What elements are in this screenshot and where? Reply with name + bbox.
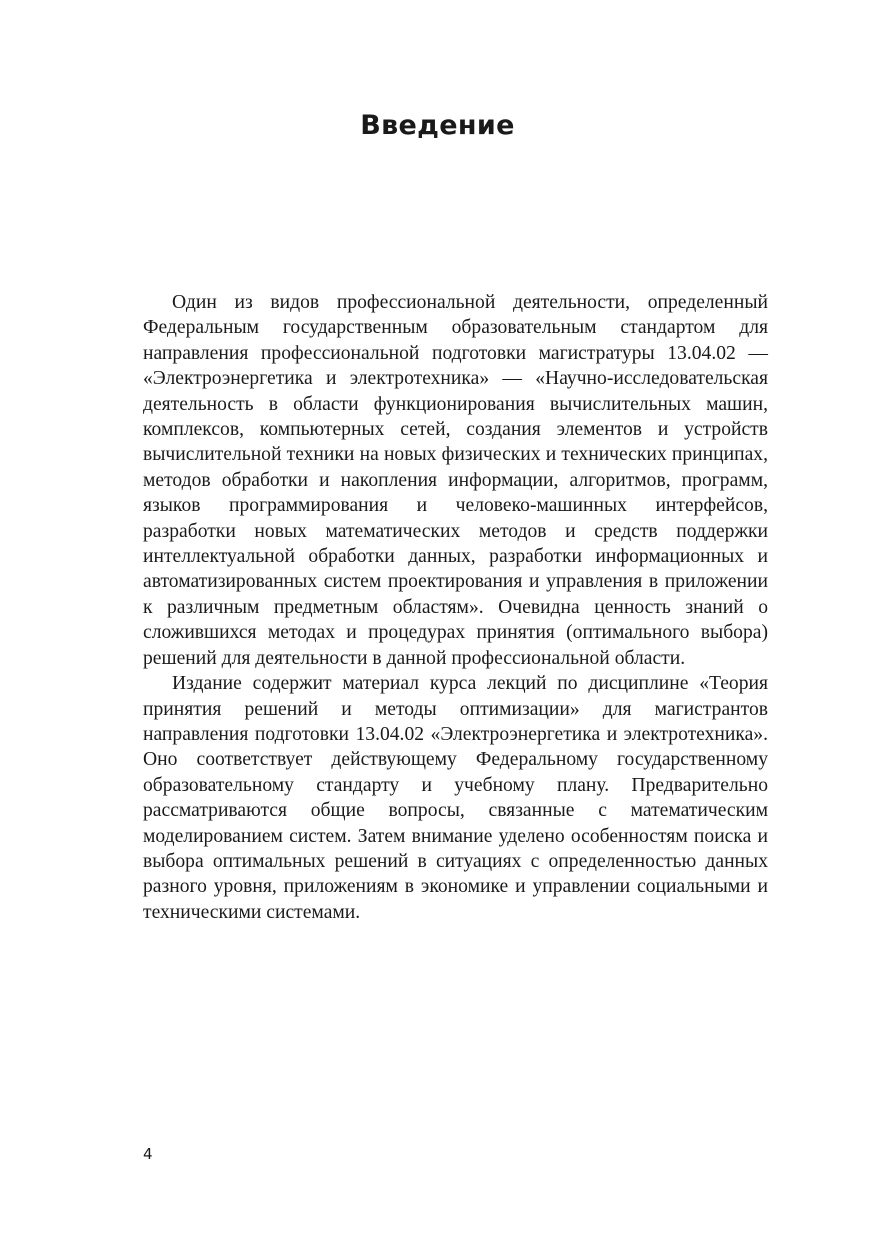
- page-title: Введение: [360, 110, 515, 141]
- paragraph: Издание содержит материал курса лекций по дисциплине «Теория принятия решений и методы оптимизации» для магистрантов направления подготовки 13.04.02 «Электроэнергетика и электротехника». Оно соответствует действующему Федеральному государственному образовательному стандарту и учебному плану. Предварительно рассматриваются общие вопросы, связанные с математическим моделированием систем. Затем внимание уделено особенностям поиска и выбора оптимальных решений в ситуациях с определенностью данных разного уровня, приложениям в экономике и управлении социальными и техническими системами.: [143, 673, 768, 923]
- paragraph: Один из видов профессиональной деятельности, определенный Федеральным государственным образовательным стандартом для направления профессиональной подготовки магистратуры 13.04.02 — «Электроэнергетика и электротехника» — «Научно-исследовательская деятельность в области функционирования вычислительных машин, комплексов, компьютерных сетей, создания элементов и устройств вычислительной техники на новых физических и технических принципах, методов обработки и накопления информации, алгоритмов, программ, языков программирования и человеко-машинных интерфейсов, разработки новых математических методов и средств поддержки интеллектуальной обработки данных, разработки информационных и автоматизированных систем проектирования и управления в приложении к различным предметным областям». Очевидна ценность знаний о сложившихся методах и процедурах принятия (оптимального выбора) решений для деятельности в данной профессиональной области.: [143, 292, 768, 669]
- body-text: [143, 290, 768, 925]
- page-number: 4: [143, 1145, 153, 1163]
